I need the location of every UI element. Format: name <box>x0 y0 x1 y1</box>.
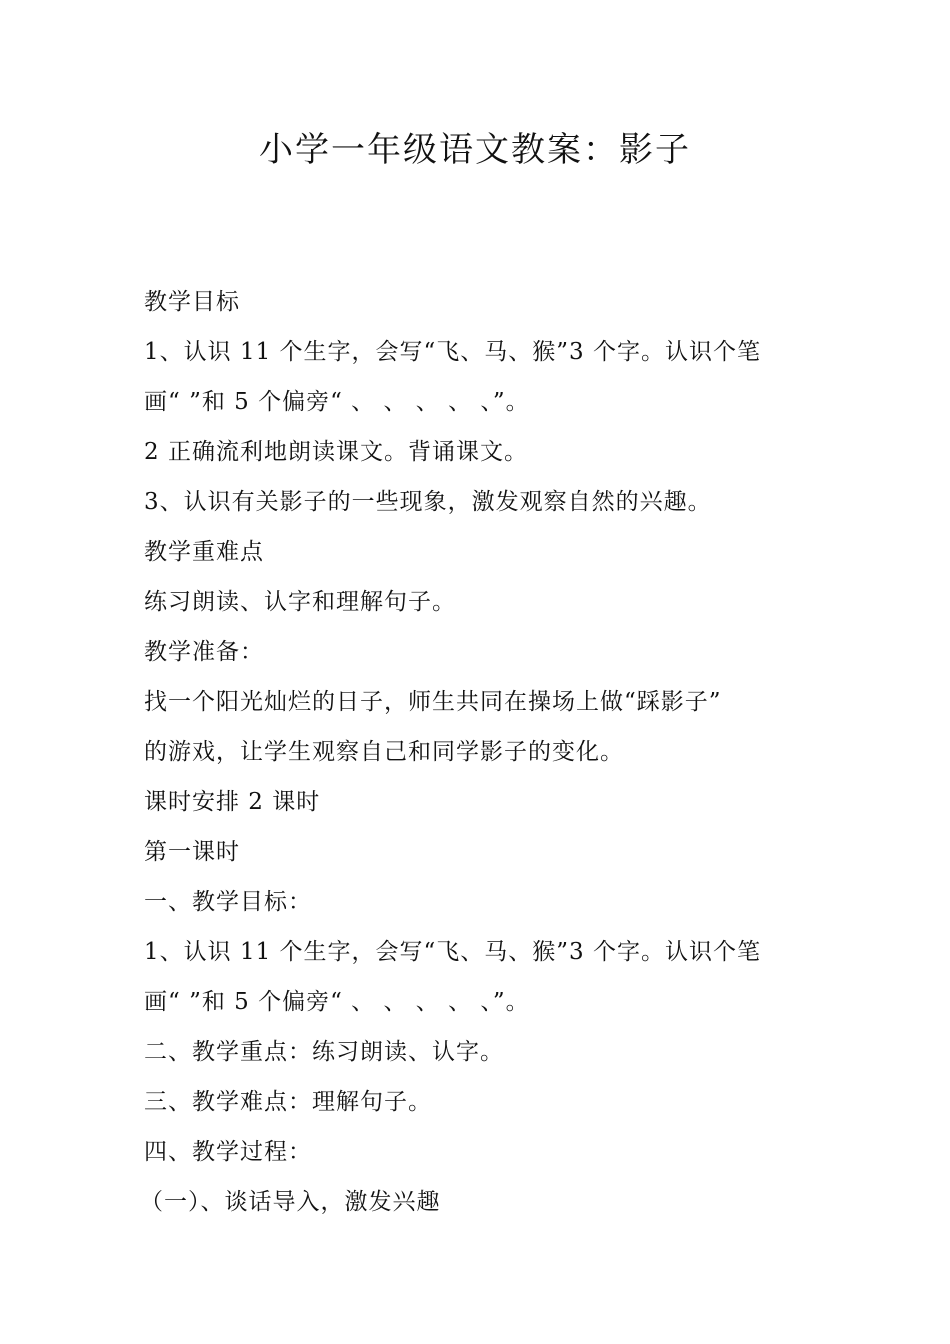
goal-item-3: 3、认识有关影子的一些现象，激发观察自然的兴趣。 <box>144 489 712 515</box>
lesson-goal-item-1: 1、认识 11 个生字，会写“飞、马、猴”3 个字。认识个笔 <box>144 939 761 965</box>
lesson-difficulties: 三、教学难点：理解句子。 <box>144 1089 432 1115</box>
class-schedule: 课时安排 2 课时 <box>144 789 321 815</box>
lesson-goal-item-1-continued: 画“ ”和 5 个偏旁“ 、 、 、 、 、”。 <box>144 989 530 1015</box>
first-lesson-heading: 第一课时 <box>144 839 240 865</box>
key-difficulties-text: 练习朗读、认字和理解句子。 <box>144 589 456 615</box>
section-heading-key-difficulties: 教学重难点 <box>144 539 264 565</box>
preparation-text: 找一个阳光灿烂的日子，师生共同在操场上做“踩影子” <box>144 689 722 715</box>
lesson-process-heading: 四、教学过程： <box>144 1139 312 1165</box>
lesson-goals-heading: 一、教学目标： <box>144 889 312 915</box>
process-step-1: （一）、谈话导入，激发兴趣 <box>140 1189 441 1215</box>
goal-item-2: 2 正确流利地朗读课文。背诵课文。 <box>144 439 528 465</box>
lesson-key-points: 二、教学重点：练习朗读、认字。 <box>144 1039 504 1065</box>
goal-item-1: 1、认识 11 个生字，会写“飞、马、猴”3 个字。认识个笔 <box>144 339 761 365</box>
section-heading-teaching-goals: 教学目标 <box>144 289 240 315</box>
preparation-text-continued: 的游戏，让学生观察自己和同学影子的变化。 <box>144 739 624 765</box>
document-title: 小学一年级语文教案：影子 <box>259 130 691 170</box>
document-body <box>140 277 814 1227</box>
goal-item-1-continued: 画“ ”和 5 个偏旁“ 、 、 、 、 、”。 <box>144 389 530 415</box>
section-heading-preparation: 教学准备： <box>144 639 264 665</box>
